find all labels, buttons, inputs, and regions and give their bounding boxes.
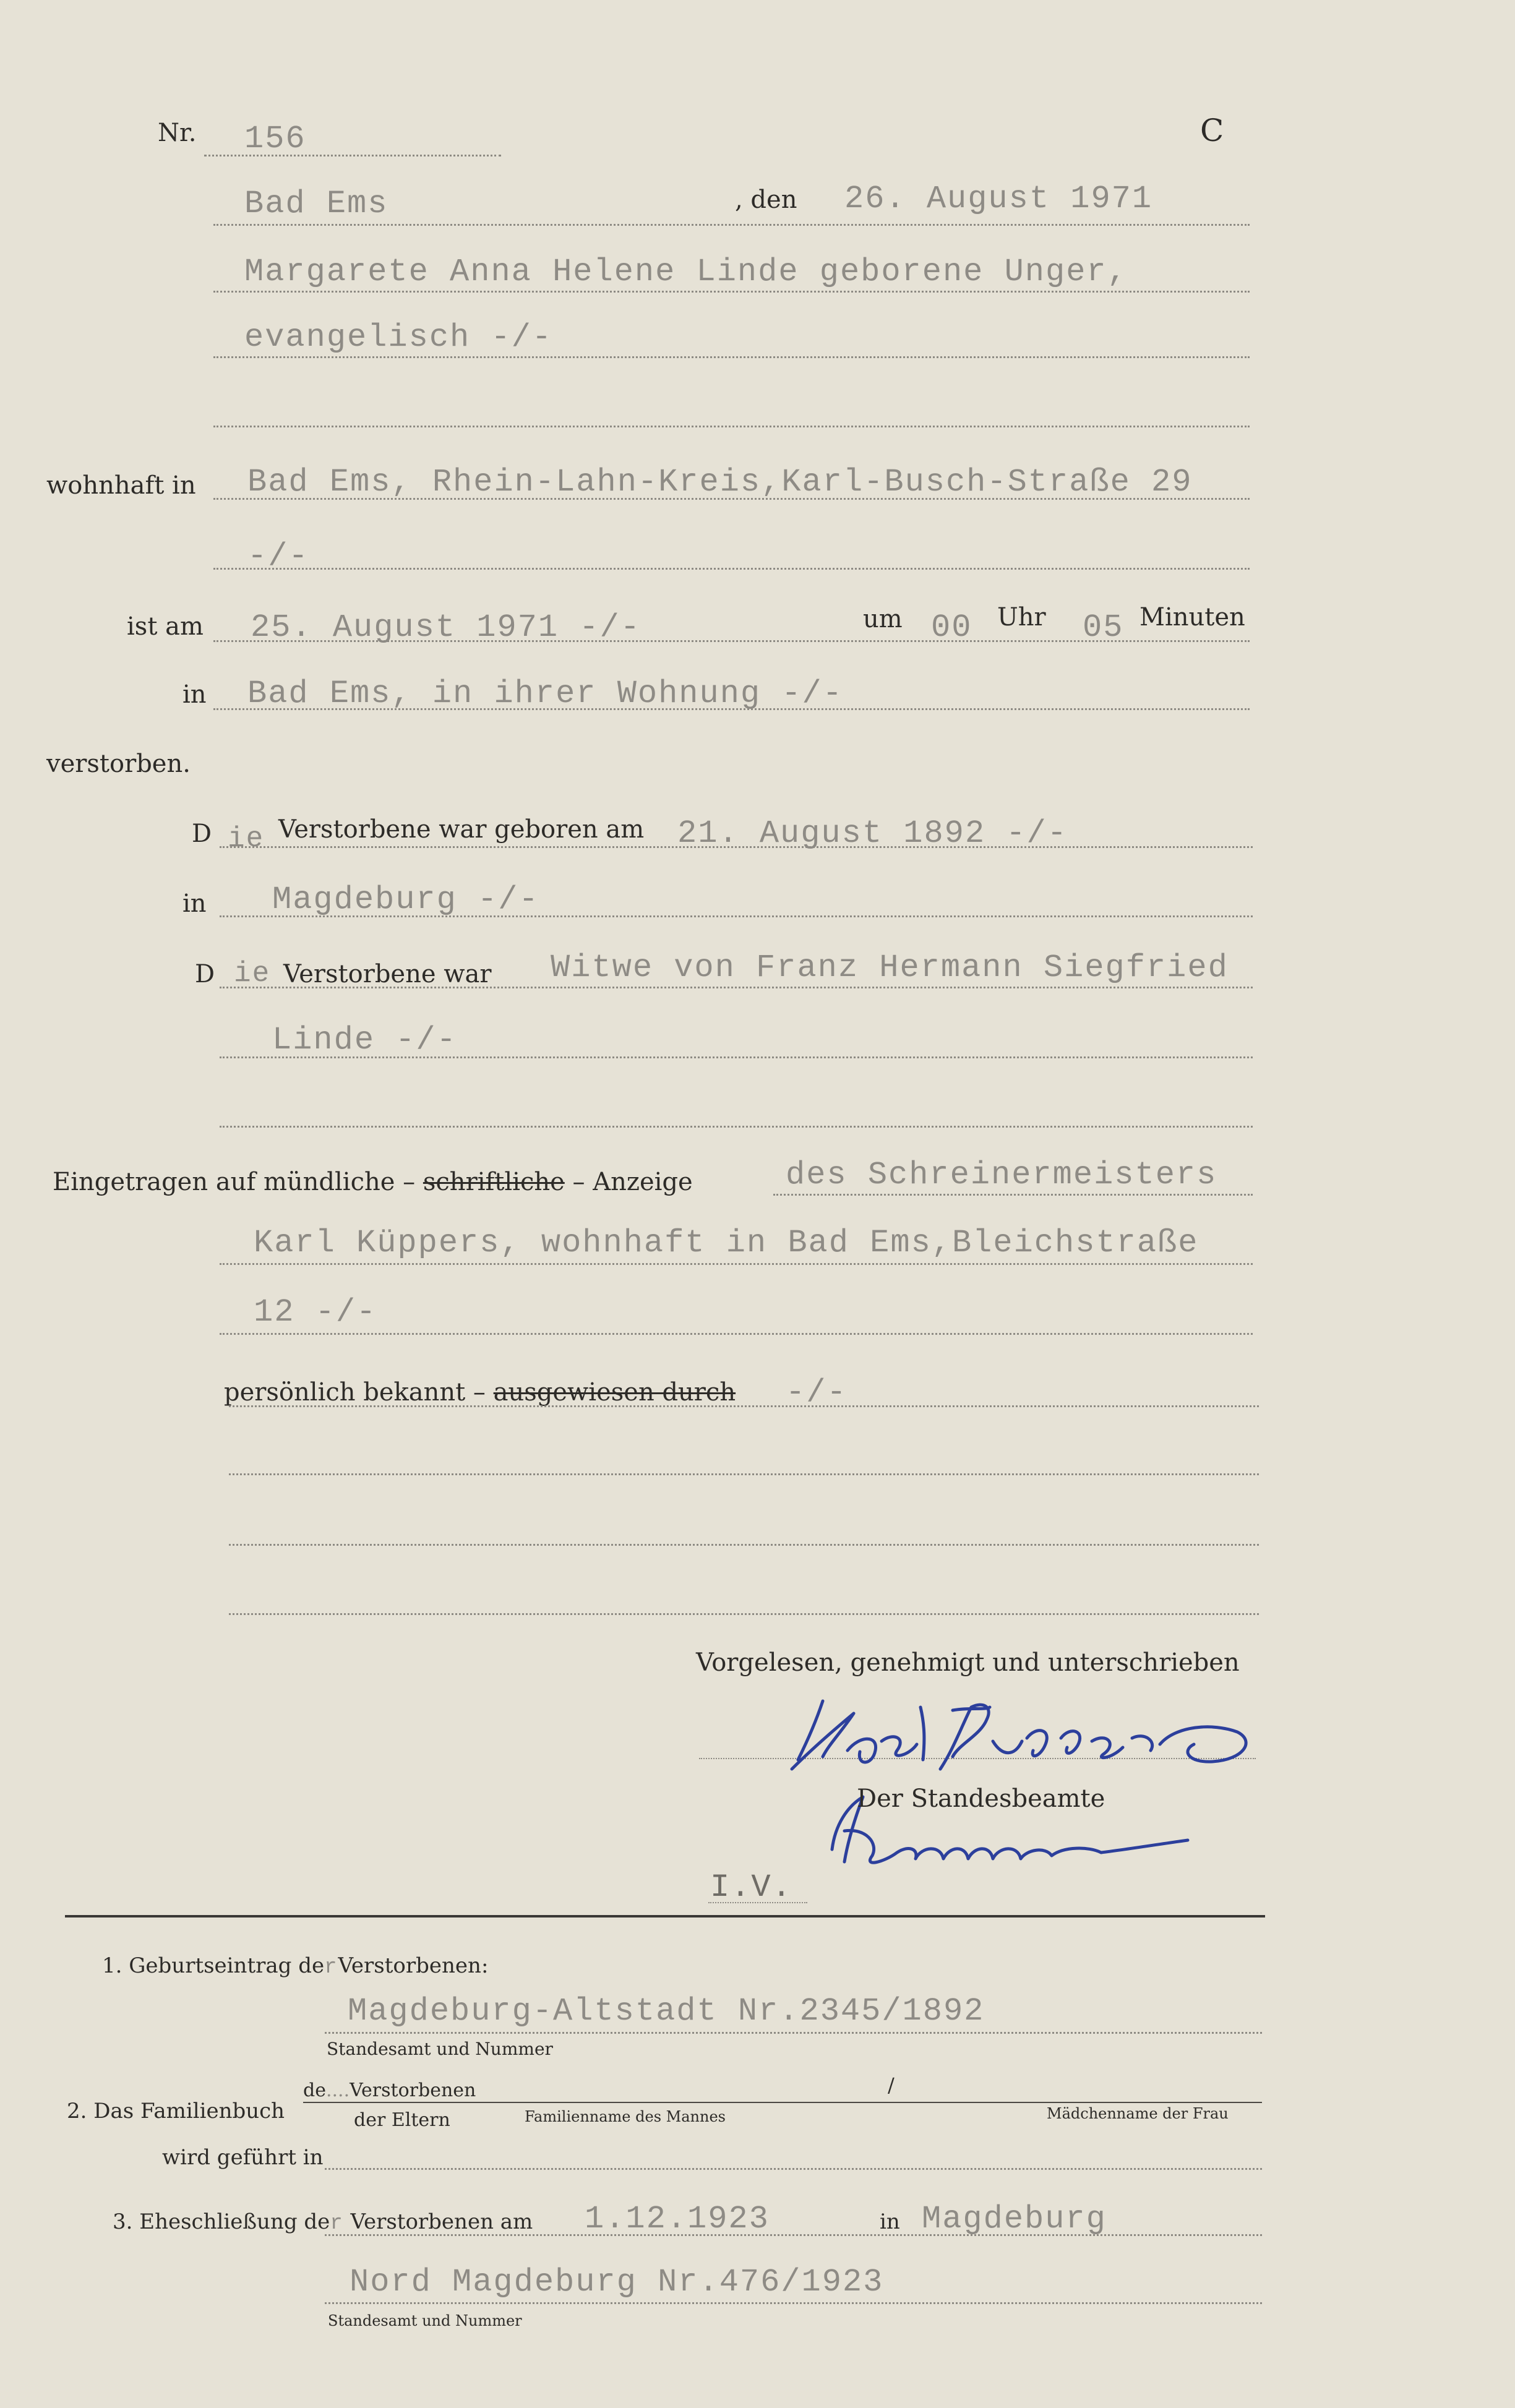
note1-office-label: Standesamt und Nummer bbox=[327, 2039, 553, 2059]
known-label-a: persönlich bekannt – bbox=[224, 1378, 486, 1407]
death-minutes: 05 bbox=[1083, 609, 1124, 646]
iv-label: I.V. bbox=[710, 1869, 792, 1906]
residence-line-2 bbox=[213, 568, 1250, 570]
um-label: um bbox=[863, 605, 903, 633]
residence-line2: -/- bbox=[247, 538, 309, 575]
registrar-label: Der Standesbeamte bbox=[857, 1785, 1105, 1813]
status-line2: Linde -/- bbox=[272, 1022, 457, 1058]
section-divider bbox=[65, 1915, 1265, 1917]
entry-line3: 12 -/- bbox=[254, 1294, 377, 1330]
blank-line-4 bbox=[229, 1613, 1259, 1615]
birth-place: Magdeburg -/- bbox=[272, 881, 539, 918]
death-date-label: ist am bbox=[127, 612, 204, 641]
blank-line-2 bbox=[229, 1473, 1259, 1475]
entry-line-b bbox=[220, 1263, 1253, 1265]
note2-verstorbenen: Verstorbenen bbox=[350, 2080, 476, 2101]
religion-line bbox=[213, 356, 1250, 358]
known-label-struck: ausgewiesen durch bbox=[493, 1378, 736, 1407]
note3-suffix: Verstorbenen am bbox=[350, 2209, 533, 2234]
birth-label: Verstorbene war geboren am bbox=[278, 815, 645, 844]
known-label bbox=[224, 1378, 736, 1407]
status-line1: Witwe von Franz Hermann Siegfried bbox=[551, 949, 1229, 986]
minuten-label: Minuten bbox=[1139, 603, 1245, 632]
entry-label-a: Eingetragen auf mündliche – bbox=[53, 1168, 416, 1196]
entry-line-a bbox=[773, 1194, 1253, 1196]
residence-line1: Bad Ems, Rhein-Lahn-Kreis,Karl-Busch-Straße 29 bbox=[247, 464, 1193, 500]
note2-de: de bbox=[303, 2080, 326, 2101]
note1-line bbox=[325, 2032, 1262, 2034]
note2-kept-label: wird geführt in bbox=[162, 2145, 324, 2170]
name-line bbox=[213, 291, 1250, 293]
status-d-label: D bbox=[195, 960, 215, 988]
entry-label-struck: schriftliche bbox=[423, 1168, 565, 1196]
status-line-3 bbox=[220, 1126, 1253, 1128]
note2-dots: .... bbox=[325, 2080, 350, 2101]
entry-line1: des Schreinermeisters bbox=[786, 1157, 1217, 1193]
blank-line-3 bbox=[229, 1544, 1259, 1546]
note3-office: Nord Magdeburg Nr.476/1923 bbox=[350, 2264, 884, 2300]
note3-mark: r bbox=[330, 2212, 344, 2235]
status-d-suffix: ie bbox=[234, 958, 271, 990]
verstorben-label: verstorben. bbox=[46, 750, 191, 778]
death-place-line bbox=[213, 708, 1250, 710]
register-date: 26. August 1971 bbox=[844, 181, 1153, 217]
form-letter: C bbox=[1200, 113, 1224, 148]
note3-label bbox=[113, 2209, 533, 2235]
note1-value: Magdeburg-Altstadt Nr.2345/1892 bbox=[348, 1993, 985, 2029]
note3-place: Magdeburg bbox=[922, 2201, 1107, 2237]
note2-de-group bbox=[303, 2080, 476, 2101]
birth-line bbox=[220, 846, 1253, 848]
death-line bbox=[213, 640, 1250, 642]
death-date: 25. August 1971 -/- bbox=[251, 609, 641, 646]
death-place: Bad Ems, in ihrer Wohnung -/- bbox=[247, 675, 843, 712]
known-value: -/- bbox=[786, 1374, 848, 1411]
note2-line bbox=[303, 2102, 1262, 2103]
note2-husband: Familienname des Mannes bbox=[525, 2108, 726, 2125]
entry-line2: Karl Küppers, wohnhaft in Bad Ems,Bleichstraße bbox=[254, 1225, 1199, 1261]
status-line-2 bbox=[220, 1056, 1253, 1058]
death-in-label: in bbox=[182, 680, 207, 709]
birth-place-line bbox=[220, 915, 1253, 917]
note3-date: 1.12.1923 bbox=[585, 2201, 770, 2237]
religion: evangelisch -/- bbox=[244, 319, 553, 356]
deceased-name: Margarete Anna Helene Linde geborene Unger, bbox=[244, 254, 1128, 290]
death-hour: 00 bbox=[931, 609, 972, 646]
known-line bbox=[229, 1405, 1259, 1407]
note2-eltern: der Eltern bbox=[354, 2109, 450, 2131]
birth-date: 21. August 1892 -/- bbox=[677, 815, 1068, 852]
read-label: Vorgelesen, genehmigt und unterschrieben bbox=[696, 1648, 1240, 1677]
status-label: Verstorbene war bbox=[283, 960, 492, 988]
den-label: , den bbox=[735, 186, 797, 214]
entry-label bbox=[53, 1168, 693, 1196]
nr-line bbox=[204, 155, 501, 156]
residence-label: wohnhaft in bbox=[46, 471, 196, 500]
birth-in-label: in bbox=[182, 889, 207, 918]
note3-in-label: in bbox=[880, 2209, 900, 2234]
nr-value: 156 bbox=[244, 121, 306, 157]
note1-label bbox=[102, 1953, 488, 1979]
register-line bbox=[213, 224, 1250, 226]
blank-line bbox=[213, 426, 1250, 427]
note2-slash: / bbox=[888, 2073, 895, 2097]
entry-line-c bbox=[220, 1333, 1253, 1335]
note3-line bbox=[325, 2234, 1262, 2236]
uhr-label: Uhr bbox=[997, 603, 1046, 632]
note3-office-label: Standesamt und Nummer bbox=[328, 2312, 522, 2329]
birth-d-label: D bbox=[192, 820, 212, 848]
birth-d-suffix: ie bbox=[228, 823, 265, 855]
note2-label: 2. Das Familienbuch bbox=[67, 2099, 285, 2123]
entry-label-b: – Anzeige bbox=[572, 1168, 693, 1196]
note2-maiden: Mädchenname der Frau bbox=[1047, 2105, 1229, 2122]
residence-line bbox=[213, 498, 1250, 500]
note1-mark: r bbox=[324, 1956, 338, 1979]
nr-label: Nr. bbox=[158, 119, 197, 147]
note3-office-line bbox=[325, 2302, 1262, 2304]
register-place: Bad Ems bbox=[244, 186, 388, 222]
note1-suffix: Verstorbenen: bbox=[338, 1953, 489, 1978]
note1-label-a: 1. Geburtseintrag de bbox=[102, 1953, 325, 1978]
note3-label-a: 3. Eheschließung de bbox=[113, 2209, 330, 2234]
status-line bbox=[220, 987, 1253, 988]
iv-line bbox=[708, 1902, 807, 1903]
note2-kept-line bbox=[325, 2168, 1262, 2170]
